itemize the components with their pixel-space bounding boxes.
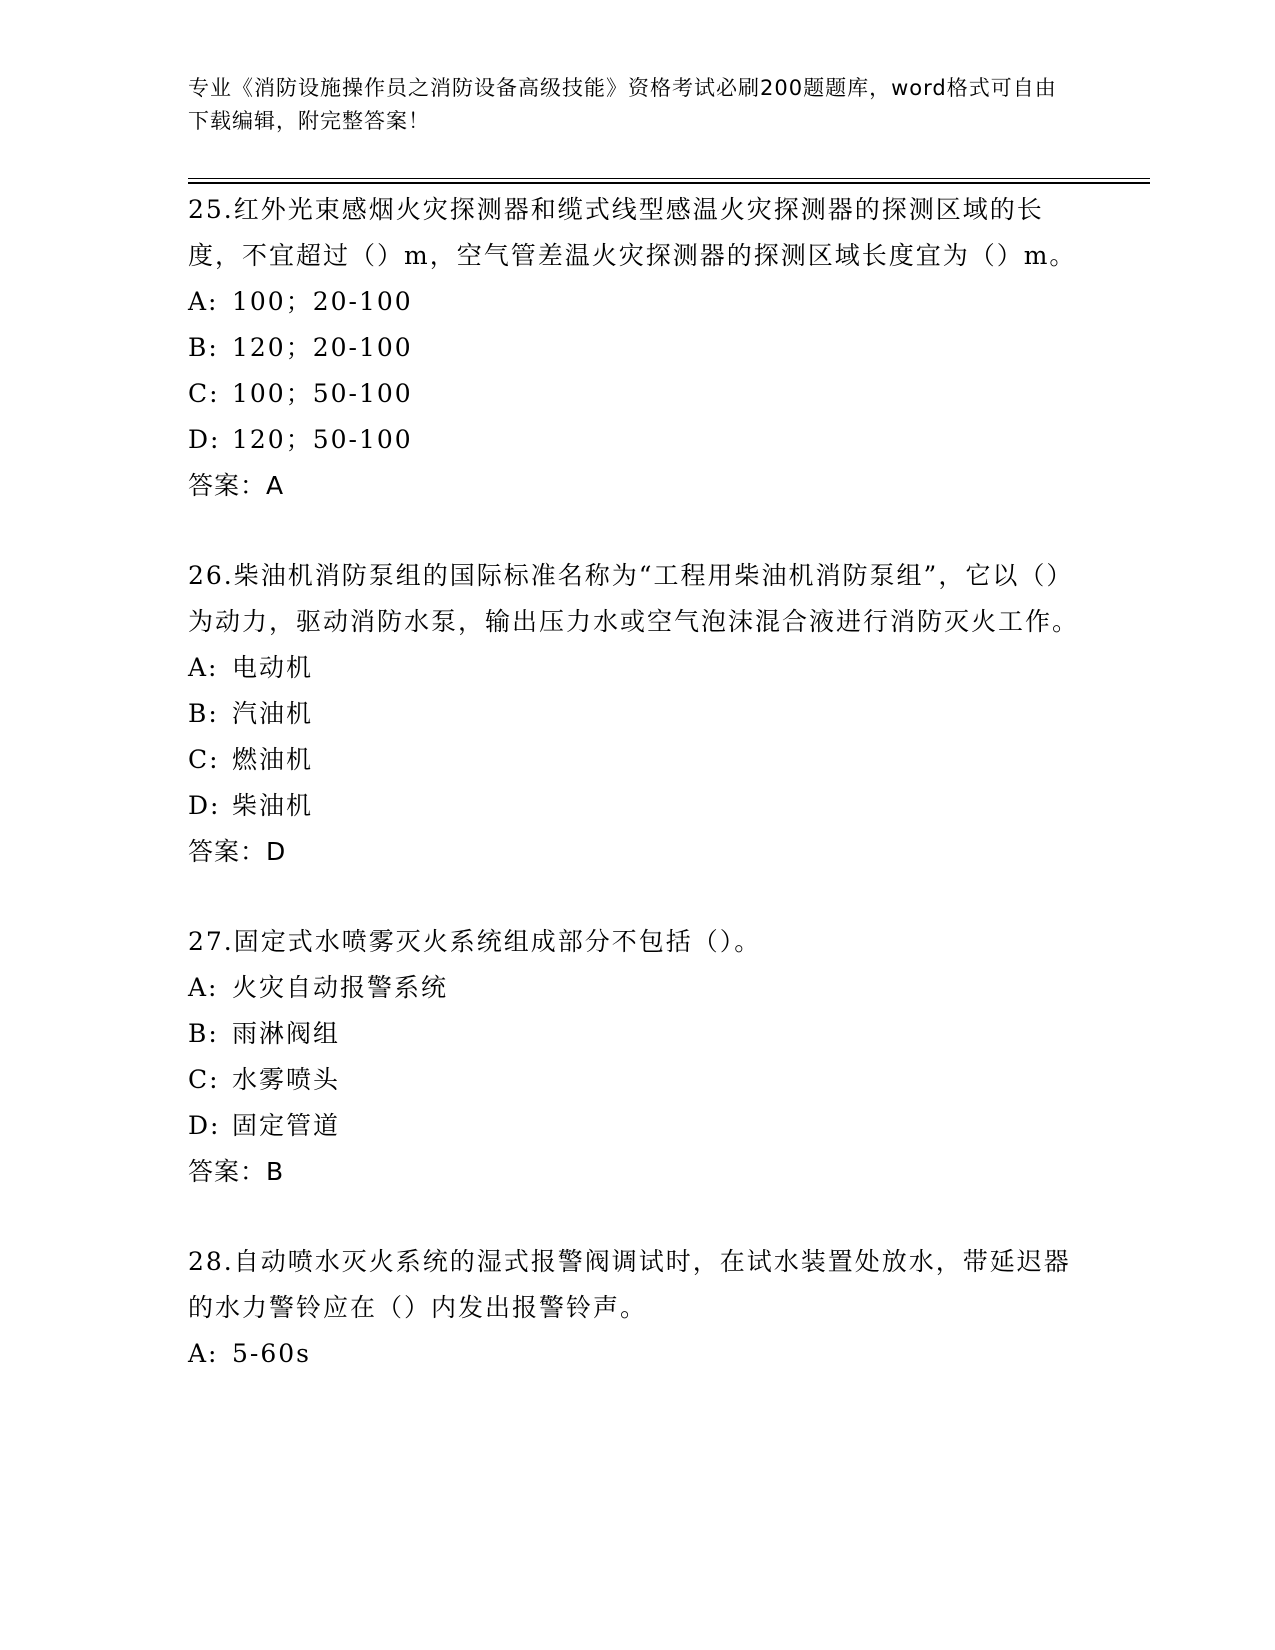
option-value: 电动机 [232, 653, 314, 682]
option-value: 100；50-100 [232, 379, 413, 408]
option-key: A: [188, 287, 219, 316]
option-value: 固定管道 [232, 1111, 341, 1140]
option-key: D: [188, 791, 221, 820]
option-a [188, 1331, 1088, 1377]
question-25 [188, 187, 1088, 509]
option-d [188, 1103, 1088, 1149]
option-value: 雨淋阀组 [232, 1019, 341, 1048]
option-key: C: [188, 745, 220, 774]
header-divider-thin [188, 178, 1150, 179]
option-value: 120；50-100 [232, 425, 413, 454]
answer-label: 答案：A [188, 471, 285, 500]
option-key: D: [188, 425, 221, 454]
answer-label: 答案：D [188, 837, 287, 866]
question-list [188, 187, 1088, 1421]
option-value: 柴油机 [232, 791, 314, 820]
option-c [188, 1057, 1088, 1103]
option-b [188, 325, 1088, 371]
question-27 [188, 919, 1088, 1195]
answer-label: 答案：B [188, 1157, 285, 1186]
option-key: B: [188, 333, 219, 362]
option-value: 火灾自动报警系统 [232, 973, 449, 1002]
option-value: 燃油机 [232, 745, 314, 774]
question-text: 27.固定式水喷雾灭火系统组成部分不包括（）。 [188, 927, 762, 956]
option-value: 100；20-100 [232, 287, 413, 316]
option-key: C: [188, 379, 220, 408]
option-b [188, 691, 1088, 737]
option-value: 5-60s [232, 1339, 311, 1368]
option-d [188, 417, 1088, 463]
option-a [188, 279, 1088, 325]
question-text: 26.柴油机消防泵组的国际标准名称为“工程用柴油机消防泵组”，它以（）为动力，驱动消防水泵，输出压力水或空气泡沫混合液进行消防灭火工作。 [188, 561, 1080, 636]
option-key: A: [188, 653, 219, 682]
option-c [188, 371, 1088, 417]
question-text: 28.自动喷水灭火系统的湿式报警阀调试时，在试水装置处放水，带延迟器的水力警铃应在（）内发出报警铃声。 [188, 1247, 1071, 1322]
document-header: 专业《消防设施操作员之消防设备高级技能》资格考试必刷200题题库，word格式可自由下载编辑，附完整答案！ [188, 76, 1057, 133]
option-d [188, 783, 1088, 829]
option-key: B: [188, 699, 219, 728]
option-key: B: [188, 1019, 219, 1048]
header-divider-thick [188, 182, 1150, 184]
option-value: 汽油机 [232, 699, 314, 728]
option-value: 水雾喷头 [232, 1065, 341, 1094]
option-value: 120；20-100 [232, 333, 413, 362]
question-28 [188, 1239, 1088, 1377]
option-a [188, 965, 1088, 1011]
question-26 [188, 553, 1088, 875]
option-key: C: [188, 1065, 220, 1094]
option-key: A: [188, 973, 219, 1002]
question-text: 25.红外光束感烟火灾探测器和缆式线型感温火灾探测器的探测区域的长度，不宜超过（）m，空气管差温火灾探测器的探测区域长度宜为（）m。 [188, 195, 1077, 270]
option-a [188, 645, 1088, 691]
option-key: A: [188, 1339, 219, 1368]
option-b [188, 1011, 1088, 1057]
option-key: D: [188, 1111, 221, 1140]
option-c [188, 737, 1088, 783]
